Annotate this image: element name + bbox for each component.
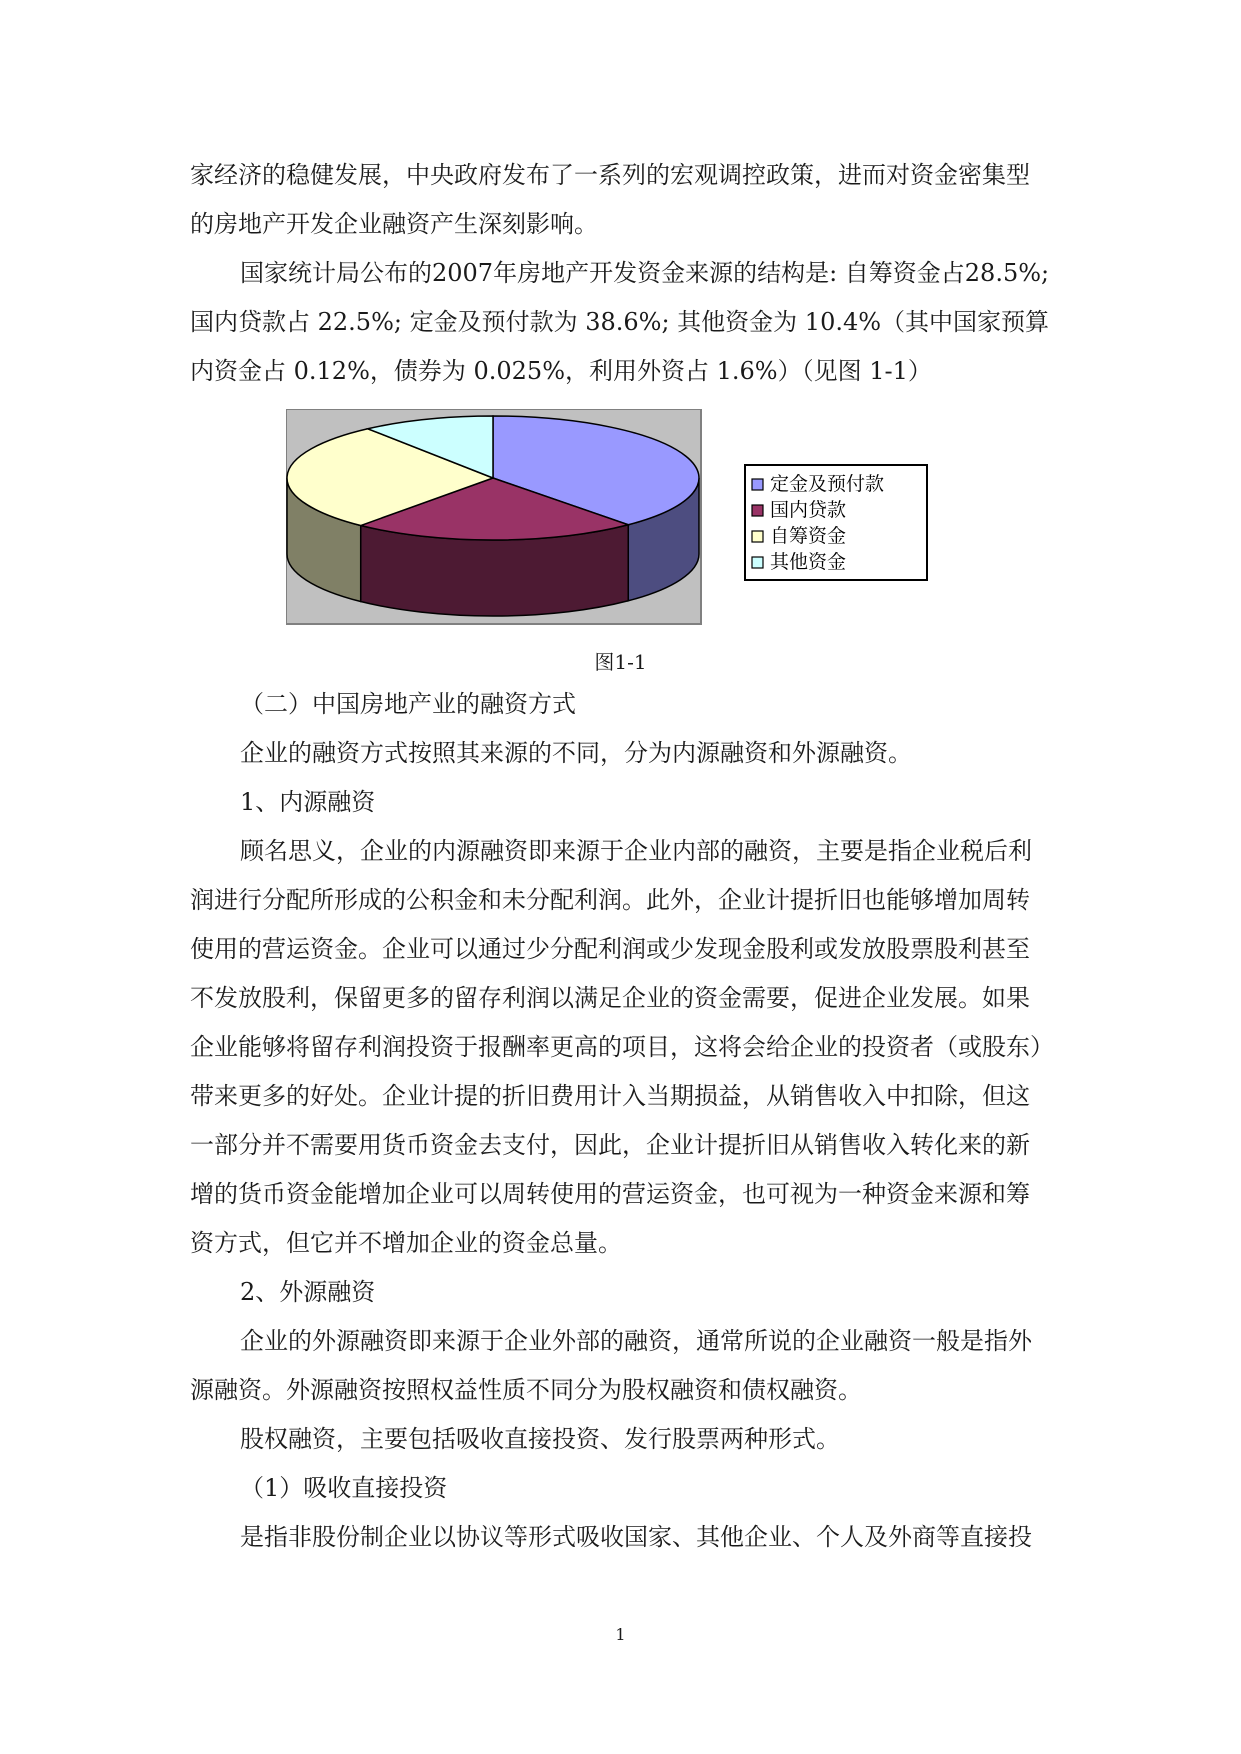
text-line: 1、内源融资 — [240, 788, 376, 816]
text-line: （1）吸收直接投资 — [240, 1474, 448, 1502]
internal-para — [190, 827, 1062, 1268]
text-line: 国内贷款占 22.5%; 定金及预付款为 38.6%; 其他资金为 10.4%（其中国家预算 — [190, 308, 1050, 336]
legend-label-other-funds: 其他资金 — [770, 551, 847, 573]
text-line: 润进行分配所形成的公积金和未分配利润。此外，企业计提折旧也能够增加周转 — [190, 886, 1030, 914]
text-line: 的房地产开发企业融资产生深刻影响。 — [190, 210, 598, 238]
text-line: 源融资。外源融资按照权益性质不同分为股权融资和债权融资。 — [190, 1376, 862, 1404]
text-line: 股权融资，主要包括吸收直接投资、发行股票两种形式。 — [240, 1425, 840, 1453]
text-line: 企业的融资方式按照其来源的不同，分为内源融资和外源融资。 — [240, 739, 912, 767]
heading-direct-investment — [190, 1464, 1062, 1513]
section-heading — [190, 680, 1062, 729]
text-line: 国家统计局公布的2007年房地产开发资金来源的结构是: 自筹资金占28.5%; — [240, 259, 1050, 287]
legend-swatch-self-raised — [752, 531, 763, 542]
text-line: 带来更多的好处。企业计提的折旧费用计入当期损益，从销售收入中扣除，但这 — [190, 1082, 1030, 1110]
text-line: 企业的外源融资即来源于企业外部的融资，通常所说的企业融资一般是指外 — [240, 1327, 1032, 1355]
text-line: 内资金占 0.12%，债券为 0.025%，利用外资占 1.6%）（见图 1-1） — [190, 357, 932, 385]
legend-label-self-raised: 自筹资金 — [770, 525, 847, 547]
legend-label-domestic-loans: 国内贷款 — [770, 499, 847, 521]
body-text — [190, 680, 1062, 1562]
heading-external — [190, 1268, 1062, 1317]
section-intro — [190, 729, 1062, 778]
text-line: 不发放股利，保留更多的留存利润以满足企业的资金需要，促进企业发展。如果 — [190, 984, 1030, 1012]
page-number: 1 — [615, 1625, 626, 1644]
text-line: 顾名思义，企业的内源融资即来源于企业内部的融资，主要是指企业税后利 — [240, 837, 1032, 865]
text-line: （二）中国房地产业的融资方式 — [240, 690, 576, 718]
text-line: 使用的营运资金。企业可以通过少分配利润或少发现金股利或发放股票股利甚至 — [190, 935, 1030, 963]
text-line: 2、外源融资 — [240, 1278, 376, 1306]
pie-chart — [286, 409, 936, 634]
legend-label-deposits: 定金及预付款 — [770, 473, 885, 495]
text-line: 企业能够将留存利润投资于报酬率更高的项目，这将会给企业的投资者（或股东） — [190, 1033, 1054, 1061]
text-line: 家经济的稳健发展，中央政府发布了一系列的宏观调控政策，进而对资金密集型 — [190, 161, 1030, 189]
text-line: 增的货币资金能增加企业可以周转使用的营运资金，也可视为一种资金来源和筹 — [190, 1180, 1030, 1208]
direct-investment-para — [190, 1513, 1062, 1562]
figure-caption: 图1-1 — [594, 650, 647, 674]
intro-paragraph — [190, 151, 1062, 249]
text-line: 是指非股份制企业以协议等形式吸收国家、其他企业、个人及外商等直接投 — [240, 1523, 1032, 1551]
legend-swatch-other-funds — [752, 557, 763, 568]
external-para — [190, 1317, 1062, 1415]
legend-swatch-domestic-loans — [752, 505, 763, 516]
text-line: 一部分并不需要用货币资金去支付，因此，企业计提折旧从销售收入转化来的新 — [190, 1131, 1030, 1159]
legend-swatch-deposits — [752, 479, 763, 490]
text-line: 资方式，但它并不增加企业的资金总量。 — [190, 1229, 622, 1257]
heading-internal — [190, 778, 1062, 827]
pie-slices — [287, 416, 699, 616]
stats-paragraph — [190, 249, 1062, 396]
equity-para — [190, 1415, 1062, 1464]
